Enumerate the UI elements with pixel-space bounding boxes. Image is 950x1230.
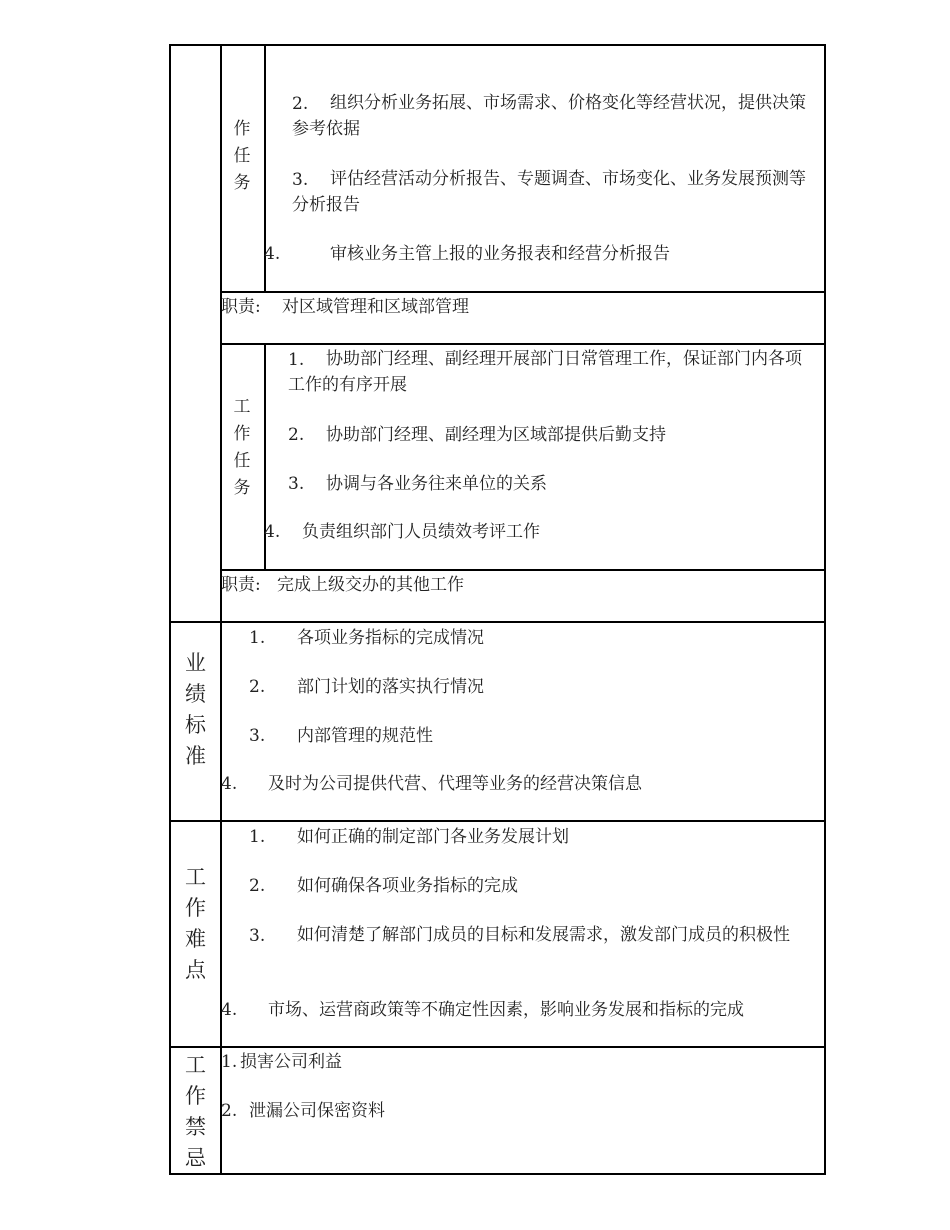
row-divider <box>220 291 826 293</box>
prohibition-number: 2. <box>221 1101 238 1121</box>
duty-text: 对区域管理和区域部管理 <box>282 297 469 317</box>
task-text: 协助部门经理、副经理为区域部提供后勤支持 <box>326 425 666 445</box>
task-text: 审核业务主管上报的业务报表和经营分析报告 <box>330 244 670 264</box>
prohibition-text: 损害公司利益 <box>240 1052 342 1072</box>
prohibition-text: 泄漏公司保密资料 <box>249 1101 385 1121</box>
standard-number: 1. <box>249 628 266 648</box>
row-divider <box>169 820 826 822</box>
performance-label: 业 绩 标 准 <box>185 651 206 768</box>
table-border-right <box>824 44 826 1175</box>
standard-text: 及时为公司提供代营、代理等业务的经营决策信息 <box>268 774 642 794</box>
duty-text: 完成上级交办的其他工作 <box>277 575 464 595</box>
difficulty-text: 如何确保各项业务指标的完成 <box>297 876 518 896</box>
task-number: 4. <box>264 244 281 264</box>
difficulty-text: 如何清楚了解部门成员的目标和发展需求，激发部门成员的积极性 <box>297 925 790 945</box>
row-divider <box>169 1046 826 1048</box>
prohibitions-label: 工 作 禁 忌 <box>185 1053 206 1170</box>
task-number: 2. <box>292 94 309 114</box>
difficulty-text: 市场、运营商政策等不确定性因素，影响业务发展和指标的完成 <box>268 1000 744 1020</box>
row-divider <box>220 569 826 571</box>
difficulty-number: 1. <box>249 827 266 847</box>
task-text: 协调与各业务往来单位的关系 <box>326 474 547 494</box>
task-number: 3. <box>288 474 305 494</box>
task-text: 协助部门经理、副经理开展部门日常管理工作，保证部门内各项工作的有序开展 <box>288 349 802 395</box>
work-tasks-label: 作 任 务 <box>233 119 251 193</box>
task-text: 组织分析业务拓展、市场需求、价格变化等经营状况，提供决策参考依据 <box>292 93 806 139</box>
task-text: 评估经营活动分析报告、专题调查、市场变化、业务发展预测等分析报告 <box>292 169 806 215</box>
difficulty-text: 如何正确的制定部门各业务发展计划 <box>297 827 569 847</box>
task-text: 负责组织部门人员绩效考评工作 <box>302 522 540 542</box>
table-border-top <box>169 44 826 46</box>
row-divider <box>169 621 826 623</box>
prohibition-number: 1. <box>221 1052 238 1072</box>
standard-text: 内部管理的规范性 <box>297 726 433 746</box>
standard-number: 2. <box>249 677 266 697</box>
task-number: 4. <box>264 522 281 542</box>
task-number: 3. <box>292 170 309 190</box>
task-number: 2. <box>288 425 305 445</box>
table-border-left <box>169 44 171 1175</box>
duty-label: 职责: <box>221 297 261 317</box>
difficulties-label: 工 作 难 点 <box>185 865 206 982</box>
difficulty-number: 2. <box>249 876 266 896</box>
duty-label: 职责: <box>221 575 261 595</box>
standard-text: 部门计划的落实执行情况 <box>297 677 484 697</box>
difficulty-number: 4. <box>221 1000 238 1020</box>
difficulty-number: 3. <box>249 926 266 946</box>
standard-text: 各项业务指标的完成情况 <box>297 628 484 648</box>
task-number: 1. <box>288 350 305 370</box>
table-border-bottom <box>169 1173 826 1175</box>
standard-number: 4. <box>221 774 238 794</box>
row-divider <box>220 343 826 345</box>
work-tasks-label: 工 作 任 务 <box>233 397 251 498</box>
standard-number: 3. <box>249 726 266 746</box>
